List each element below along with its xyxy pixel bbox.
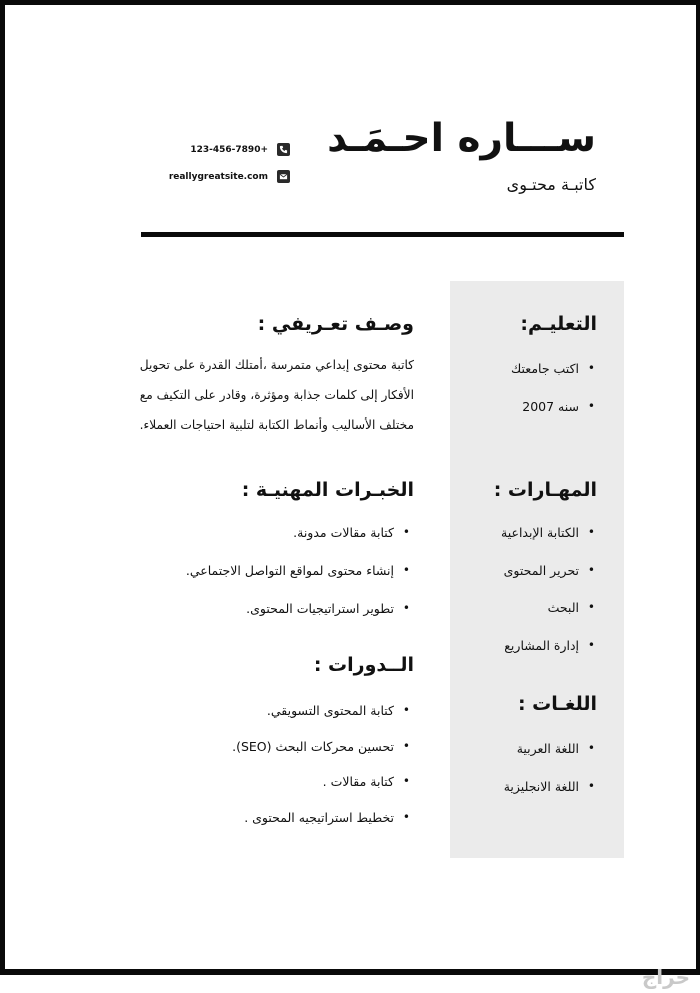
education-list <box>511 361 595 437</box>
list-item: • تحسين محركات البحث (SEO). <box>232 739 410 775</box>
website-url: reallygreatsite.com <box>168 171 268 182</box>
list-item: • سنه 2007 <box>511 399 595 437</box>
list-item: • البحث <box>501 600 595 638</box>
courses-heading: الــدورات : <box>313 654 414 676</box>
list-item: • اللغة الانجليزية <box>504 779 595 817</box>
list-item: • إدارة المشاريع <box>501 638 595 676</box>
profile-text: كاتبة محتوى إبداعي متمرسة ،أمتلك القدرة على تحويل الأفكار إلى كلمات جذابة ومؤثرة، وقادر على التكيف مع مختلف الأساليب وأنماط الكتابة لتلبية احتياجات العملاء. <box>139 358 414 432</box>
profile-heading: وصـف تعـريفي : <box>257 313 414 335</box>
person-name: ســـاره احـمَـد <box>327 116 596 161</box>
list-item: • كتابة مقالات . <box>232 774 410 810</box>
list-item: • اللغة العربية <box>504 741 595 779</box>
contact-website <box>169 170 290 183</box>
list-item: • كتابة المحتوى التسويقي. <box>232 703 410 739</box>
experience-list <box>186 525 410 639</box>
list-item: • تخطيط استراتيجيه المحتوى . <box>232 810 410 846</box>
list-item: • إنشاء محتوى لمواقع التواصل الاجتماعي. <box>186 563 410 601</box>
list-item: • اكتب جامعتك <box>511 361 595 399</box>
skills-heading: المهـارات : <box>493 479 597 501</box>
list-item: • تحرير المحتوى <box>501 563 595 601</box>
phone-icon <box>277 143 290 156</box>
skills-list <box>501 525 595 675</box>
phone-number: 123-456-7890+ <box>190 144 268 155</box>
list-item: • تطوير استراتيجيات المحتوى. <box>186 601 410 639</box>
experience-heading: الخبـرات المهنيـة : <box>241 479 414 501</box>
contact-phone <box>190 143 290 156</box>
languages-list <box>504 741 595 817</box>
haraj-watermark: حراج <box>641 965 690 989</box>
list-item: • كتابة مقالات مدونة. <box>186 525 410 563</box>
languages-heading: اللغـات : <box>517 693 597 715</box>
job-title: كاتبـة محتـوى <box>506 175 596 194</box>
mail-icon <box>277 170 290 183</box>
header-divider <box>141 232 624 237</box>
education-heading: التعليـم: <box>520 313 597 335</box>
courses-list <box>232 703 410 845</box>
list-item: • الكتابة الإبداعية <box>501 525 595 563</box>
